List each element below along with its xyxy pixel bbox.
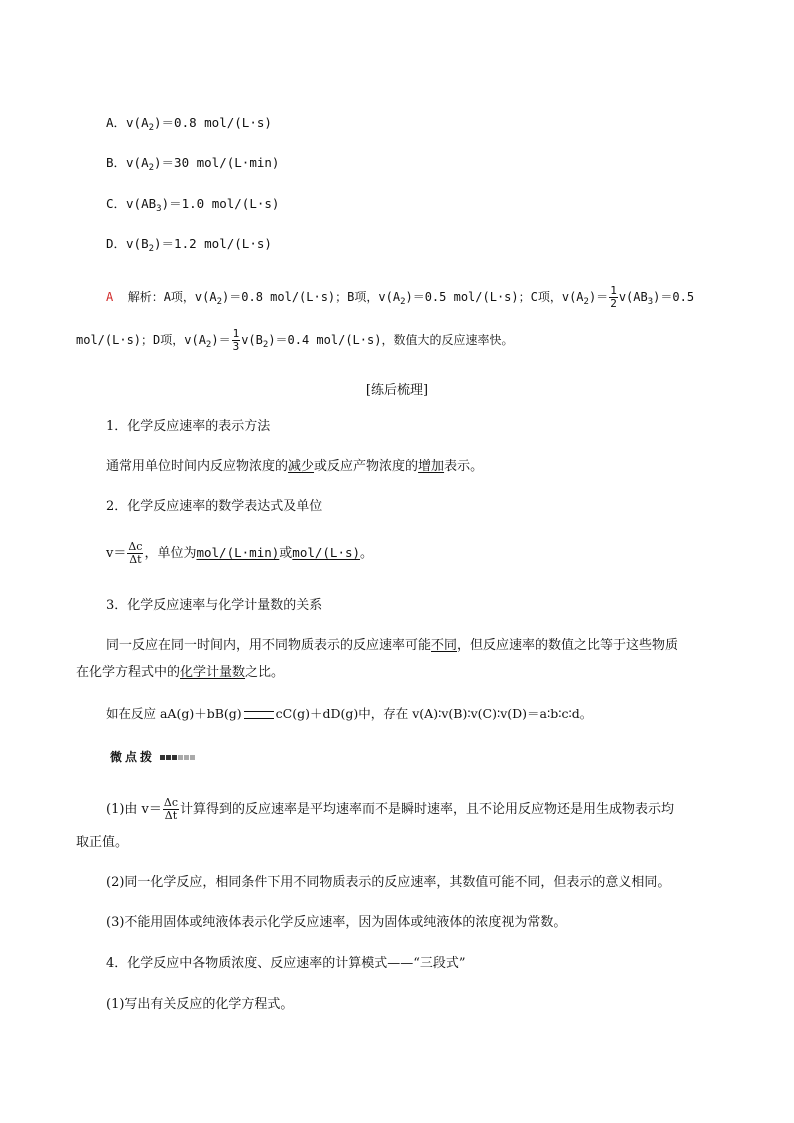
section-heading: [练后梳理] [365,383,429,398]
option-c: C．$v(AB_3)=1.0$ mol/(L·s) [106,196,280,214]
option-d: D．$v(B_2)=1.2$ mol/(L·s) [106,236,272,254]
section-1-text: 通常用单位时间内反应物浓度的减少或反应产物浓度的增加表示。 [106,459,484,474]
answer-line-1: A 解析：A项，$v(A_2)=0.8$ mol/(L·s)；B项，$v(A_2)=0.5$ mol/(L·s)；C项，$v(A_2)=$ $\frac{1}{2}$ $v(AB_3)=0.5$ [106,284,695,310]
section-4-title: 4．化学反应中各物质浓度、反应速率的计算模式——“三段式” [106,956,466,971]
delta-c-over-delta-t: $\frac{\Delta c}{\Delta t}$ [128,540,143,566]
tip-note-1-cont: 取正值。 [76,835,129,850]
section-3-example: 如在反应 aA(g)＋bB(g) cC(g)＋dD(g)中，存在 v(A)∶v(B)∶v(C)∶v(D)＝a∶b∶c∶d。 [106,706,593,721]
tip-note-1: (1)由 v＝ $\frac{\Delta c}{\Delta t}$ 计算得到的反应速率是平均速率而不是瞬时速率，且不论用反应物还是用生成物表示均 [106,796,675,822]
option-b: B．$v(A_2)=30$ mol/(L·min) [106,155,280,173]
section-3-para-1: 同一反应在同一时间内，用不同物质表示的反应速率可能不同，但反应速率的数值之比等于这些物质 [106,638,679,653]
fraction-one-half: $\frac{1}{2}$ [610,284,617,310]
fraction-one-third: $\frac{1}{3}$ [232,327,240,353]
tip-title: 微点拨 [110,750,156,764]
square-icon [172,755,177,760]
equilibrium-arrow-icon [244,711,274,719]
square-icon [160,755,165,760]
square-icon [190,755,195,760]
section-3-para-2: 在化学方程式中的化学计量数之比。 [76,665,285,680]
square-icon [184,755,189,760]
square-icon [166,755,171,760]
answer-letter: A [106,290,114,304]
option-a: A．$v(A_2)=0.8$ mol/(L·s) [106,115,272,133]
section-1-title: 1．化学反应速率的表示方法 [106,419,271,434]
delta-c-over-delta-t: $\frac{\Delta c}{\Delta t}$ [163,796,179,822]
section-4-note-1: (1)写出有关反应的化学方程式。 [106,997,294,1012]
section-2-title: 2．化学反应速率的数学表达式及单位 [106,499,323,514]
answer-line-2: mol/(L·s)；D项，$v(A_2)=$ $\frac{1}{3}$ $v(B_2)=0.4$ mol/(L·s)，数值大的反应速率快。 [76,327,514,353]
square-icon [178,755,183,760]
tip-note-2: (2)同一化学反应，相同条件下用不同物质表示的反应速率，其数值可能不同，但表示的意义相同。 [106,875,671,890]
tip-note-3: (3)不能用固体或纯液体表示化学反应速率，因为固体或纯液体的浓度视为常数。 [106,915,567,930]
section-3-title: 3．化学反应速率与化学计量数的关系 [106,598,323,613]
rate-formula-line: v＝ $\frac{\Delta c}{\Delta t}$ ，单位为mol/(L·min)或mol/(L·s)。 [106,540,374,566]
tip-title-row [110,748,195,767]
